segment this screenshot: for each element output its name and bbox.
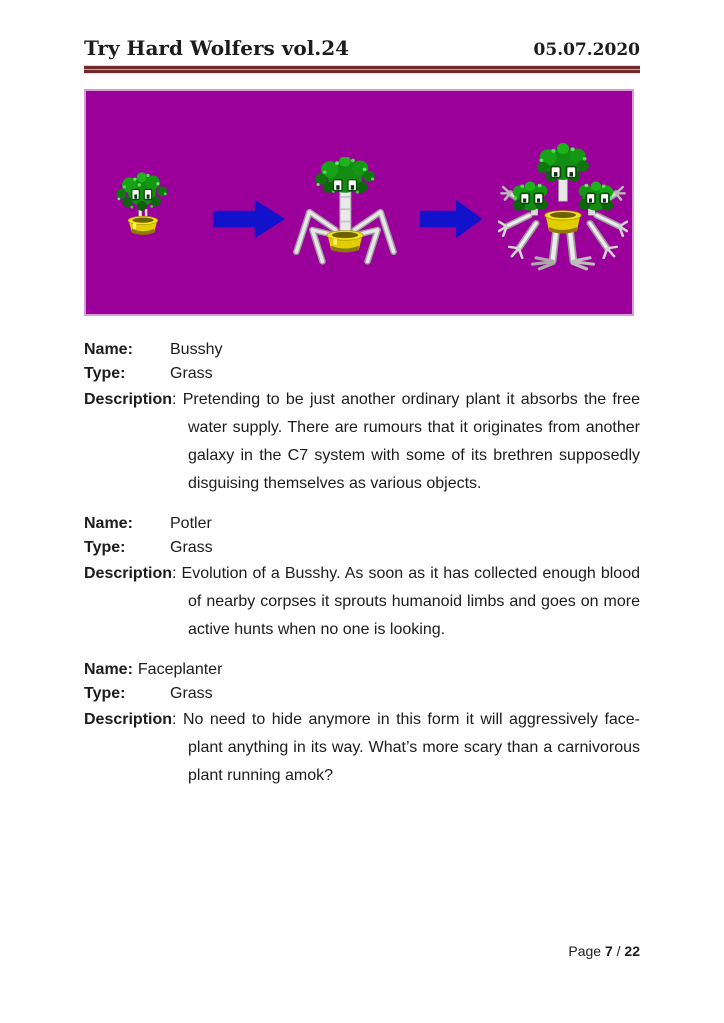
type-row xyxy=(84,362,640,386)
description-text: Pretending to be just another ordinary plant it absorbs the free water supply. There are rumours that it originates from another galaxy in the C7 system with some of its brethren supposedly disguising themselves as various objects. xyxy=(182,391,640,492)
name-row xyxy=(84,338,640,362)
description-row xyxy=(84,706,640,790)
busshy-foliage xyxy=(116,172,167,211)
description-label: Description xyxy=(84,391,173,408)
description-text: Evolution of a Busshy. As soon as it has collected enough blood of nearby corpses it sprouts humanoid limbs and goes on more active hunts when no one is looking. xyxy=(181,565,641,638)
type-value: Grass xyxy=(170,539,213,556)
description-row xyxy=(84,560,640,644)
page-number-separator: / xyxy=(612,943,625,959)
document-date: 05.07.2020 xyxy=(533,40,640,60)
name-value: Potler xyxy=(170,515,212,532)
type-label: Type: xyxy=(84,539,126,556)
description-separator: : xyxy=(172,565,182,582)
potler-sprite xyxy=(292,157,398,267)
description-separator: : xyxy=(172,391,183,408)
name-label: Name: xyxy=(84,341,133,358)
document-title: Try Hard Wolfers vol.24 xyxy=(84,36,350,60)
faceplanter-legs xyxy=(533,231,594,269)
entry-potler xyxy=(84,512,640,644)
name-value: Busshy xyxy=(170,341,223,358)
description-label: Description xyxy=(84,565,173,582)
faceplanter-sprite xyxy=(498,143,628,283)
entry-busshy xyxy=(84,338,640,498)
type-row xyxy=(84,682,640,706)
evolution-arrow-icon xyxy=(213,197,287,241)
type-value: Grass xyxy=(170,365,213,382)
page-number-total: 22 xyxy=(624,943,640,959)
description-label: Description xyxy=(84,711,173,728)
faceplanter-left-head xyxy=(513,182,548,211)
entry-faceplanter xyxy=(84,658,640,790)
page-number-label: Page xyxy=(568,943,605,959)
busshy-sprite xyxy=(112,171,174,237)
evolution-figure xyxy=(84,89,634,316)
type-label: Type: xyxy=(84,365,126,382)
type-label: Type: xyxy=(84,685,126,702)
faceplanter-top-head xyxy=(537,143,589,182)
name-value: Faceplanter xyxy=(137,661,223,678)
faceplanter-right-head xyxy=(579,182,614,211)
description-row xyxy=(84,386,640,498)
page-number-current: 7 xyxy=(604,943,613,959)
description-separator: : xyxy=(172,711,183,728)
potler-foliage xyxy=(315,157,375,194)
entries-section xyxy=(84,338,640,804)
name-label: Name: xyxy=(84,515,133,532)
type-value: Grass xyxy=(170,685,213,702)
description-text: No need to hide anymore in this form it will aggressively face-plant anything in its way. What’s more scary than a carnivorous plant running amok? xyxy=(182,711,641,784)
evolution-arrow-icon xyxy=(420,197,484,241)
name-row xyxy=(84,658,640,682)
header-rule xyxy=(84,65,640,74)
page-header xyxy=(84,36,640,60)
page-number xyxy=(568,941,640,961)
name-row xyxy=(84,512,640,536)
type-row xyxy=(84,536,640,560)
name-label: Name: xyxy=(84,661,133,678)
